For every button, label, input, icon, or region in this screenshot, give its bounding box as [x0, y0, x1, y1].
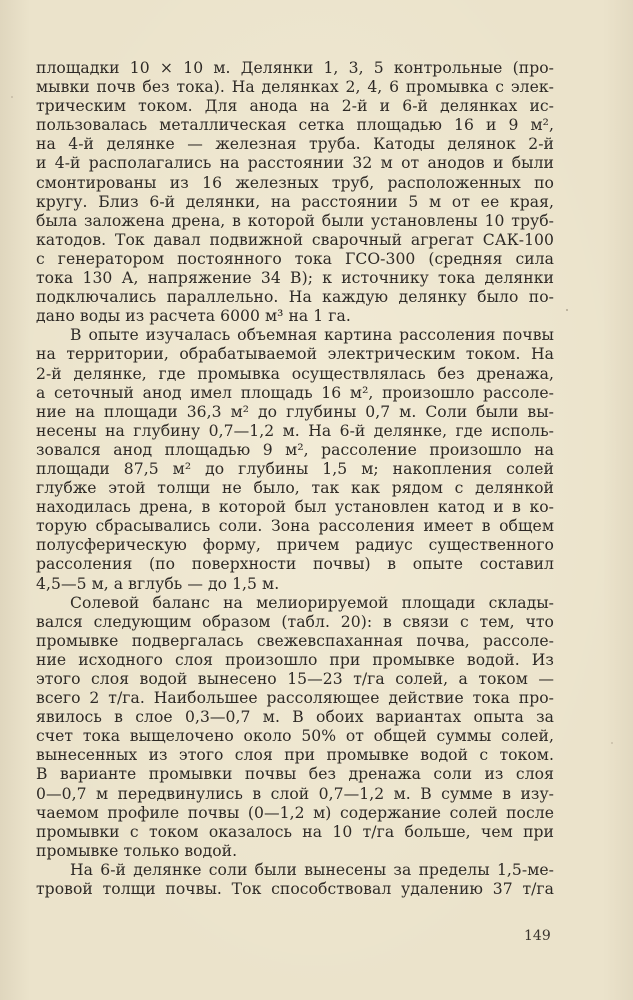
text-line: 0—0,7 м передвинулись в слой 0,7—1,2 м. В сумме в изу-: [36, 784, 554, 803]
paragraph-start-line: На 6-й делянке соли были вынесены за пределы 1,5-ме-: [70, 860, 554, 879]
body-text: [36, 59, 554, 899]
text-line: площади 87,5 м² до глубины 1,5 м; накопления солей: [36, 459, 554, 478]
text-line: вынесенных из этого слоя при промывке водой с током.: [36, 746, 554, 765]
text-line: пользовалась металлическая сетка площадью 16 и 9 м²,: [36, 116, 554, 135]
text-line: на территории, обрабатываемой электрическим током. На: [36, 345, 554, 364]
text-line: на 4-й делянке — железная труба. Катоды делянок 2-й: [36, 135, 554, 154]
text-line: с генератором постоянного тока ГСО-300 (средняя сила: [36, 249, 554, 268]
text-line: этого слоя водой вынесено 15—23 т/га солей, а током —: [36, 670, 554, 688]
text-line: ние исходного слоя произошло при промывке водой. Из: [36, 650, 554, 669]
paper-speck: [566, 309, 568, 311]
text-line: 2-й делянке, где промывка осуществлялась без дренажа,: [36, 364, 554, 383]
text-line: полусферическую форму, причем радиус существенного: [36, 536, 554, 555]
text-line: всего 2 т/га. Наибольшее рассоляющее действие тока про-: [36, 689, 554, 708]
text-line: и 4-й располагались на расстоянии 32 м от анодов и были: [36, 154, 554, 173]
text-line: зовался анод площадью 9 м², рассоление произошло на: [36, 440, 554, 459]
text-line: тока 130 А, напряжение 34 В); к источнику тока делянки: [36, 269, 554, 288]
text-line: была заложена дрена, в которой были установлены 10 труб-: [36, 211, 554, 230]
text-line: торую сбрасывались соли. Зона рассоления имеет в общем: [36, 517, 554, 536]
text-line: подключались параллельно. На каждую делянку было по-: [36, 288, 554, 307]
text-line: промывке только водой.: [36, 841, 238, 860]
text-line: промывке подвергалась свежевспаханная почва, рассоле-: [36, 631, 554, 650]
text-line: тровой толщи почвы. Ток способствовал удалению 37 т/га: [36, 880, 554, 899]
text-line: трическим током. Для анода на 2-й и 6-й делянках ис-: [36, 97, 554, 116]
page-number: 149: [524, 928, 551, 944]
text-line: чаемом профиле почвы (0—1,2 м) содержание солей после: [36, 803, 554, 822]
text-line: вался следующим образом (табл. 20): в связи с тем, что: [36, 612, 554, 631]
paragraph-start-line: В опыте изучалась объемная картина рассоления почвы: [70, 326, 554, 345]
text-line: площадки 10 × 10 м. Делянки 1, 3, 5 контрольные (про-: [36, 59, 554, 77]
text-line: 4,5—5 м, а вглубь — до 1,5 м.: [36, 574, 280, 593]
paragraph-start-line: Солевой баланс на мелиорируемой площади склады-: [70, 593, 554, 612]
text-line: мывки почв без тока). На делянках 2, 4, 6 промывка с элек-: [36, 78, 554, 97]
text-line: В варианте промывки почвы без дренажа соли из слоя: [36, 765, 554, 784]
text-line: ние на площади 36,3 м² до глубины 0,7 м. Соли были вы-: [36, 402, 554, 421]
text-line: катодов. Ток давал подвижной сварочный агрегат САК-100: [36, 230, 554, 249]
text-line: счет тока выщелочено около 50% от общей суммы солей,: [36, 727, 554, 746]
text-line: рассоления (по поверхности почвы) в опыте составил: [36, 555, 554, 574]
text-line: дано воды из расчета 6000 м³ на 1 га.: [36, 307, 351, 326]
text-line: несены на глубину 0,7—1,2 м. На 6-й делянке, где исполь-: [36, 421, 554, 440]
text-line: кругу. Близ 6-й делянки, на расстоянии 5 м от ее края,: [36, 192, 554, 211]
paper-speck: [611, 742, 613, 744]
text-line: глубже этой толщи не было, так как рядом с делянкой: [36, 479, 554, 498]
text-line: смонтированы из 16 железных труб, расположенных по: [36, 173, 554, 192]
text-line: находилась дрена, в которой был установлен катод и в ко-: [36, 498, 554, 517]
text-line: а сеточный анод имел площадь 16 м², произошло рассоле-: [36, 383, 554, 402]
text-line: промывки с током оказалось на 10 т/га больше, чем при: [36, 822, 554, 841]
paper-speck: [11, 96, 13, 98]
text-line: явилось в слое 0,3—0,7 м. В обоих вариантах опыта за: [36, 708, 554, 727]
